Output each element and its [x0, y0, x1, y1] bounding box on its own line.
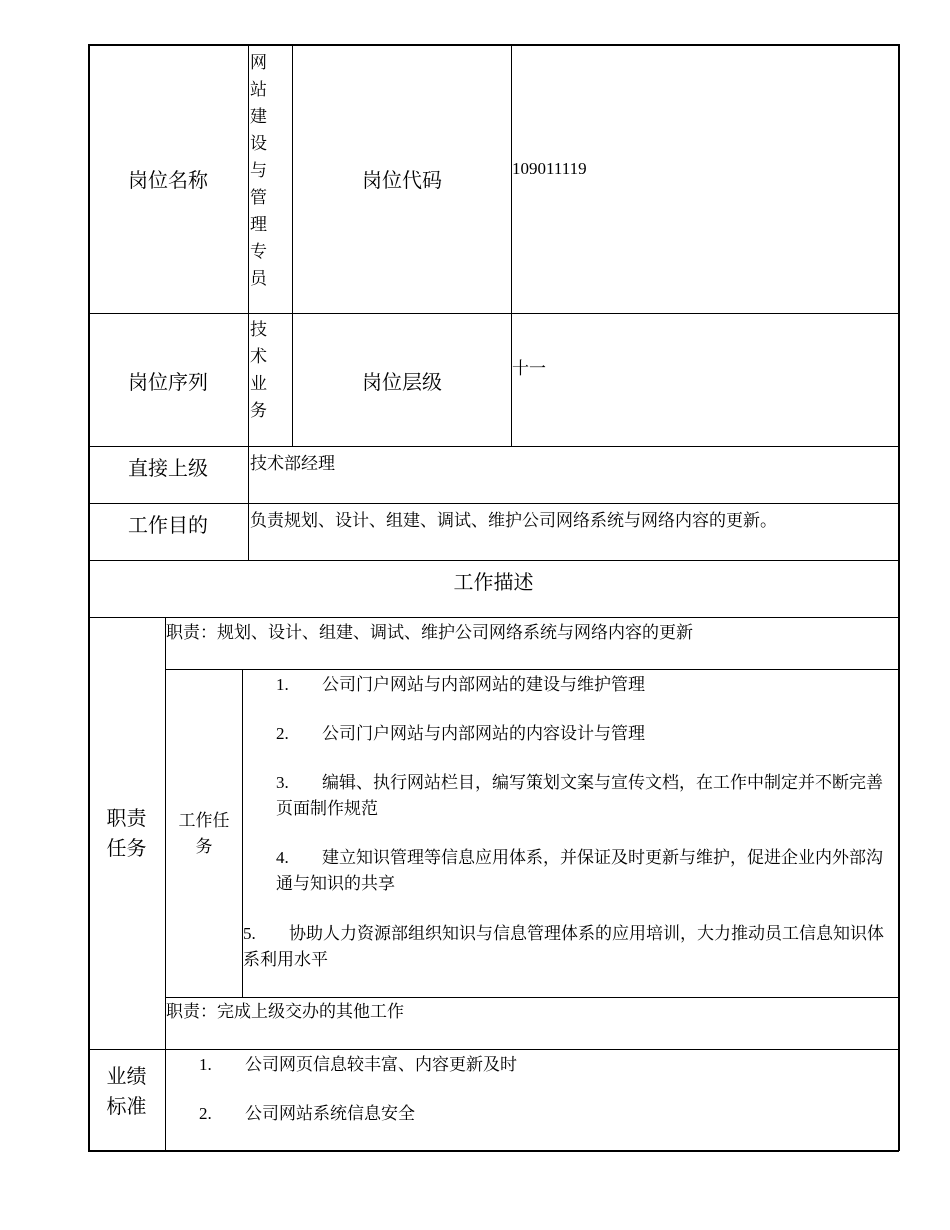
duty-1: 职责：规划、设计、组建、调试、维护公司网络系统与网络内容的更新: [166, 623, 693, 642]
performance-text-2: 公司网站系统信息安全: [245, 1104, 415, 1123]
border-v-label2: [511, 44, 512, 446]
duty-2: 职责：完成上级交办的其他工作: [166, 1002, 404, 1021]
border-h-2: [88, 446, 899, 447]
task-label: [166, 670, 242, 997]
task-item-4: [276, 845, 884, 897]
post-code-label: 岗位代码: [362, 170, 442, 192]
border-h-3: [88, 503, 899, 504]
superior-label: 直接上级: [128, 458, 208, 480]
task-text-2: 公司门户网站与内部网站的内容设计与管理: [322, 724, 645, 743]
task-num-2: 2.: [276, 724, 289, 743]
purpose-label: 工作目的: [128, 515, 208, 537]
task-num-1: 1.: [276, 675, 289, 694]
task-text-1: 公司门户网站与内部网站的建设与维护管理: [322, 675, 645, 694]
border-h-6: [165, 669, 899, 670]
post-level-label: 岗位层级: [362, 371, 442, 394]
superior-value: 技术部经理: [250, 454, 335, 473]
border-h-5: [88, 617, 899, 618]
border-outer-right: [898, 44, 900, 1151]
task-num-3: 3.: [276, 773, 289, 792]
job-description-table: [88, 44, 899, 1151]
post-level-value: 十一: [512, 359, 546, 378]
task-item-3: [276, 770, 884, 822]
performance-text-1: 公司网页信息较丰富、内容更新及时: [245, 1055, 517, 1074]
border-h-7: [165, 997, 899, 998]
performance-item-1: [199, 1052, 889, 1078]
border-h-8: [88, 1049, 899, 1050]
task-item-5: [243, 921, 888, 973]
post-seq-label: 岗位序列: [128, 371, 208, 394]
task-text-5: 协助人力资源部组织知识与信息管理体系的应用培训，大力推动员工信息知识体系利用水平: [243, 924, 884, 969]
duties-label-text: 职责任务: [106, 807, 147, 860]
performance-num-2: 2.: [199, 1104, 212, 1123]
border-v-label: [248, 44, 249, 560]
duties-label: [88, 618, 165, 1049]
post-code-value: 109011119: [512, 159, 587, 178]
post-name-label: 岗位名称: [128, 170, 208, 192]
task-item-2: [276, 721, 884, 747]
post-seq-value: 技术业务: [250, 320, 267, 420]
performance-num-1: 1.: [199, 1055, 212, 1074]
purpose-value: 负责规划、设计、组建、调试、维护公司网络系统与网络内容的更新。: [250, 511, 777, 530]
task-text-3: 编辑、执行网站栏目，编写策划文案与宣传文档，在工作中制定并不断完善页面制作规范: [276, 773, 883, 818]
post-name-value: 网站建设与管理专员: [250, 53, 267, 288]
performance-label-text: 业绩标准: [106, 1066, 147, 1118]
border-h-4: [88, 560, 899, 561]
description-title: 工作描述: [453, 572, 534, 594]
performance-item-2: [199, 1101, 889, 1127]
task-label-text: 工作任务: [178, 810, 230, 856]
task-num-5: 5.: [243, 924, 256, 943]
task-text-4: 建立知识管理等信息应用体系，并保证及时更新与维护，促进企业内外部沟通与知识的共享: [276, 848, 883, 893]
task-item-1: [276, 672, 884, 698]
task-num-4: 4.: [276, 848, 289, 867]
performance-label: [88, 1050, 165, 1134]
border-outer-bottom: [88, 1150, 899, 1152]
